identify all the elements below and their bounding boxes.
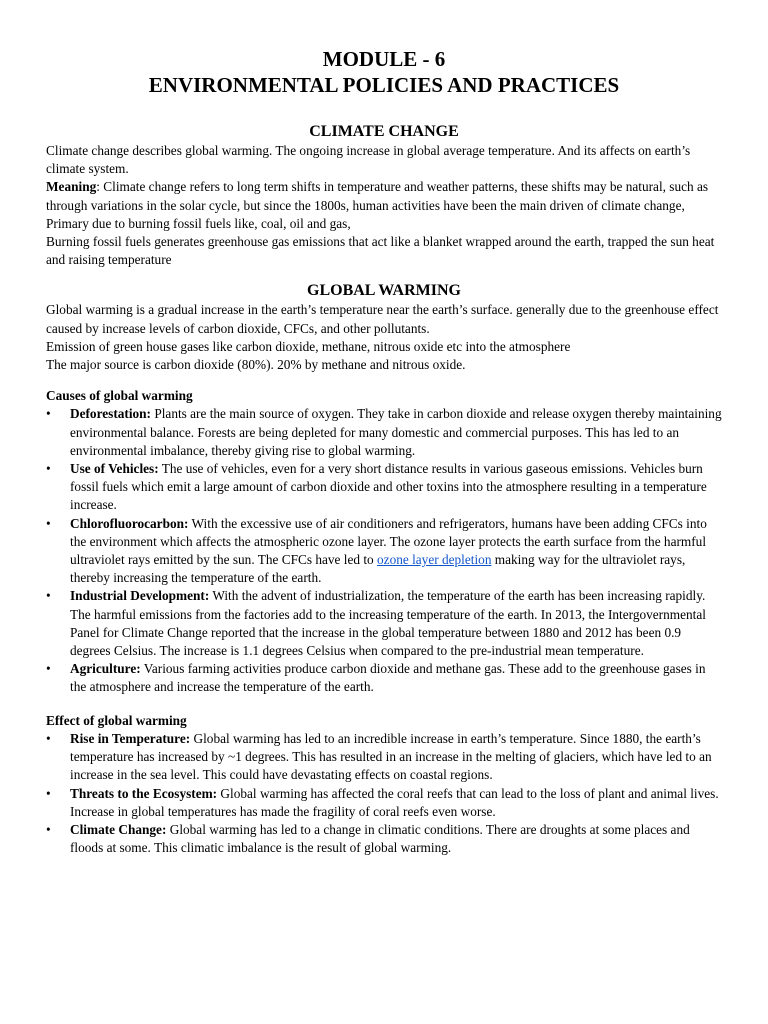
list-item-threats-to-ecosystem [46,785,722,821]
bullet-icon: • [46,406,51,422]
cause-text: With the advent of industrialization, the temperature of the earth has been increasing rapidly. The harmful emissions from the factories add to the increasing temperature of the earth. In 2013, the Intergovernmental Panel for Climate Change reported that the increase in the global temperature between 1880 and 2012 has been 0.9 degrees Celsius. The increase is 1.1 degrees Celsius when compared to the pre-industrial mean temperature. [70,588,706,659]
effects-heading: Effect of global warming [46,712,187,728]
global-warming-heading: GLOBAL WARMING [307,282,461,300]
effect-term: Climate Change: [70,821,167,837]
bullet-icon: • [46,730,51,746]
bullet-icon: • [46,785,51,801]
list-item-deforestation [46,405,722,460]
climate-change-burning: Burning fossil fuels generates greenhouse gas emissions that act like a blanket wrapped around the earth, trapped the sun heat and raising temperature [46,234,715,268]
list-item-industrial-development [46,587,722,660]
cause-term: Agriculture: [70,661,141,677]
cause-term: Chlorofluorocarbon: [70,515,189,531]
bullet-icon: • [46,588,51,604]
cause-text: The use of vehicles, even for a very short distance results in various gaseous emissions. Vehicles burn fossil fuels which emit a large amount of carbon dioxide and other toxins into the atmosphere resulting in a temperature increase. [70,461,707,513]
cause-text: making way for the ultraviolet rays, thereby increasing the temperature of the earth. [70,552,686,586]
list-item-chlorofluorocarbon [46,515,722,588]
bullet-icon: • [46,515,51,531]
meaning-text: : Climate change refers to long term shifts in temperature and weather patterns, these shifts may be natural, such as through variations in the solar cycle, but since the 1800s, human activities have been the main driven of climate change, [46,179,709,213]
global-warming-source: The major source is carbon dioxide (80%). 20% by methane and nitrous oxide. [46,357,466,373]
list-item-climate-change [46,821,722,857]
list-item-agriculture [46,660,722,696]
effect-text: Global warming has affected the coral reefs that can lead to the loss of plant and animal lives. Increase in global temperatures has made the fragility of coral reefs even worse. [70,785,719,819]
global-warming-intro: Global warming is a gradual increase in the earth’s temperature near the earth’s surface. generally due to the greenhouse effect caused by increase levels of carbon dioxide, CFCs, and other pollutants. [46,302,719,336]
list-item-rise-in-temperature [46,730,722,785]
cause-text: With the excessive use of air conditioners and refrigerators, humans have been adding CFCs into the environment which affects the atmospheric ozone layer. The ozone layer protects the earth surface from the harmful ultraviolet rays emitted by the sun. The CFCs have led to [70,515,707,568]
bullet-icon: • [46,821,51,837]
page-title: ENVIRONMENTAL POLICIES AND PRACTICES [148,73,620,97]
cause-term: Use of Vehicles: [70,461,159,477]
effect-term: Rise in Temperature: [70,730,191,746]
effect-term: Threats to the Ecosystem: [70,785,218,801]
climate-change-primary: Primary due to burning fossil fuels like, coal, oil and gas, [46,215,351,231]
effect-text: Global warming has led to an incredible increase in earth’s temperature. Since 1880, the earth’s temperature has increased by ~1 degrees. This has resulted in an increase in the melting of glaciers, which have led to an increase in the sea level. This could have devastating effects on coastal regions. [70,730,712,783]
cause-text: Various farming activities produce carbon dioxide and methane gas. These add to the greenhouse gases in the atmosphere and increase the temperature of the earth. [70,661,706,695]
cause-term: Deforestation: [70,406,151,422]
list-item-vehicles [46,460,722,515]
bullet-icon: • [46,661,51,677]
bullet-icon: • [46,461,51,477]
cause-term: Industrial Development: [70,588,210,604]
cause-text: Plants are the main source of oxygen. They take in carbon dioxide and release oxygen thereby maintaining environmental balance. Forests are being depleted for many domestic and commercial purposes. This has led to an environmental imbalance, thereby giving rise to global warming. [70,406,722,458]
module-number: MODULE - 6 [322,47,446,71]
effects-list [46,730,722,857]
climate-change-section [46,142,722,269]
effect-text: Global warming has led to a change in climatic conditions. There are droughts at some places and floods at some. This climatic imbalance is the result of global warming. [70,821,690,856]
climate-change-intro: Climate change describes global warming. The ongoing increase in global average temperature. And its affects on earth’s climate system. [46,143,691,177]
climate-change-meaning [46,178,722,214]
causes-heading: Causes of global warming [46,388,193,404]
global-warming-section [46,301,722,374]
global-warming-emission: Emission of green house gases like carbon dioxide, methane, nitrous oxide etc into the atmosphere [46,338,571,354]
climate-change-heading: CLIMATE CHANGE [309,123,459,140]
ozone-layer-depletion-link[interactable]: ozone layer depletion [377,552,492,568]
meaning-term: Meaning [46,179,97,195]
causes-list [46,405,722,696]
